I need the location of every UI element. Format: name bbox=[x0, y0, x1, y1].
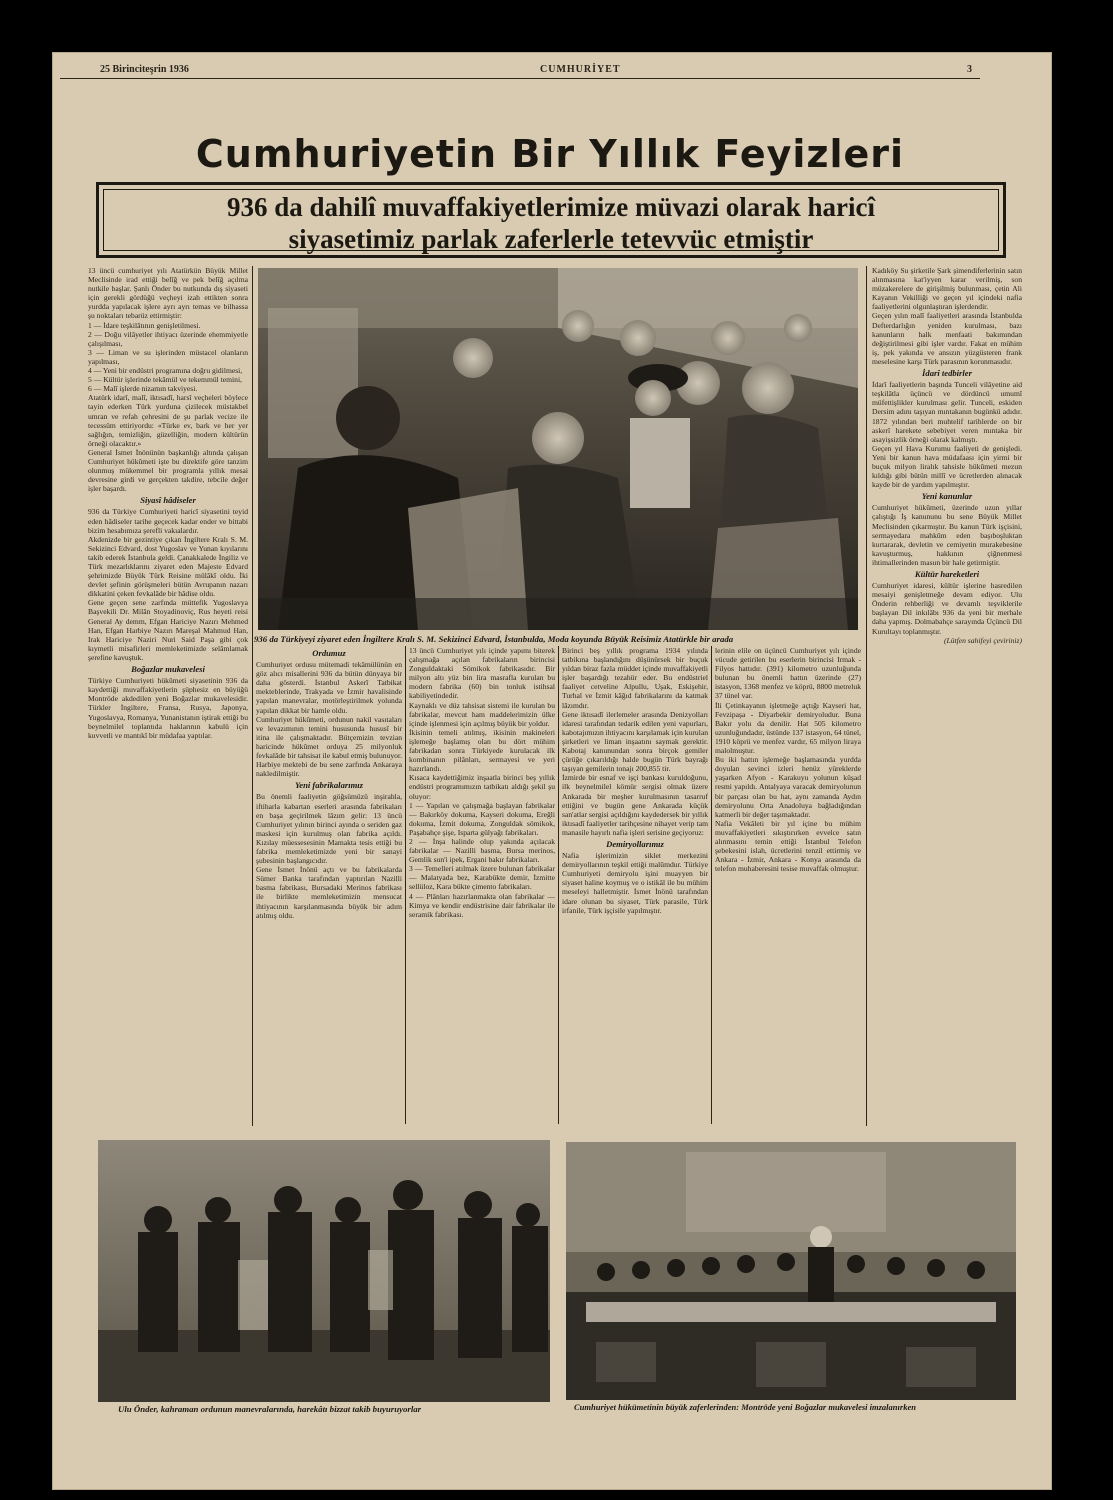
subheadline-line-1: 936 da dahilî muvaffakiyetlerimize müvazi olarak haricî bbox=[227, 192, 875, 222]
section-heading: Kültür hareketleri bbox=[914, 569, 980, 579]
top-photo-caption: 936 da Türkiyeyi ziyaret eden İngiltere Kralı S. M. Sekizinci Edvard, İstanbulda, Moda koyunda Büyük Reisimiz Atatürkle bir arada bbox=[254, 634, 734, 644]
subheadline-line-2: siyasetimiz parlak zaferlerle tetevvüc etmiştir bbox=[288, 224, 814, 254]
bottom-right-caption: Cumhuriyet hükümetinin büyük zaferlerinden: Montröde yeni Boğazlar mukavelesi imzalanırken bbox=[574, 1402, 916, 1412]
list-item: 5 — Kültür işlerinde tekâmül ve tekemmül temini, bbox=[88, 375, 242, 385]
list-item: 1 — İdare teşkilâtının genişletilmesi. bbox=[88, 320, 201, 330]
section-heading: Yeni kanunlar bbox=[921, 491, 973, 502]
photo-army-maneuvers bbox=[98, 1140, 550, 1402]
paragraph: İli Çetinkayanın işletmeğe açtığı Kayseri hat, Fevzipaşa - Diyarbekir demiryoludur. Buna Bakır yolu da denilir. Hat 505 kilometro uzunluğundadır, üstünde 137 istasyon, 64 tünel, 1910 köprü ve menfez vardır, 65 milyon liraya malolmuştur. bbox=[715, 700, 861, 756]
section-heading: Siyasî hâdiseler bbox=[140, 495, 196, 506]
paragraph: Türkiye Cumhuriyeti hükûmeti siyasetinin 936 da kaydettiği muvaffakiyetlerin şüphesiz en büyüğü Montröde akdedilen yeni Boğazlar mukavelesidir. Türkler İngiltere, Fransa, Rusya, Japonya, Yugoslavya, Romanya, Yunanistanın iştirak ettiği bu beynelmilel toplantıda haklarının kabulü için kuvvetli ve mantıkî bir müdafaa yaptılar. bbox=[88, 676, 248, 740]
paragraph: Gene geçen sene zarfında müttefik Yugoslavya Başvekili Dr. Milân Stoyadinoviç, Rus heyeti reisi General Ay demm, Efgan Hariciye Nazırı Mehmed Han, Efgan Harbiye Nazırı Mareşal Mahmud Han, Irak Hariciye Naziri Nuri Said Paşa gibi çok kıymetli misafirleri memleketimizde selâmlamak şerefine kavuştuk. bbox=[88, 598, 248, 662]
column-rule bbox=[866, 266, 867, 1126]
paragraph: 13 üncü cumhuriyet yılı Atatürkün Büyük Millet Meclisinde irad ettiği belîğ ve pek belîğ açılma nutkile başlar. Şanlı Önder bu nutkunda dış siyaseti için gerekli gördüğü veçheyi izah ettikten sonra yurdda yapılacak işlere ayrı ayrı temas ve bilhassa şu noktaları tebarüz ettirmiştir: bbox=[88, 266, 248, 321]
paragraph: Gene İsmet İnönü açtı ve bu fabrikalarda Sümer Banka tarafından yaptırılan Nazilli basma fabrikası, Bursadaki Merinos fabrikası ile birlikte memleketimizin mensucat ihtiyacının karşılanmasında büyük bir adım atılmış oldu. bbox=[256, 865, 402, 920]
section-heading: Demiryollarımız bbox=[606, 838, 664, 849]
issue-date: 25 Birinciteşrin 1936 bbox=[100, 64, 189, 75]
column-rule bbox=[252, 266, 253, 1126]
column-rule bbox=[711, 646, 712, 1124]
paragraph: Kadıköy Su şirketile Şark şimendiferlerinin satın alınmasına kat'iyyen karar verilmiş, son müzakerelere de girişilmiş bulunması, çetin Ali Kayanın Vekilliği ve geçen yıl içindeki nafia faaliyetlerini olgunlaştıran işlerdendir. bbox=[872, 266, 1022, 312]
paragraph: Bu önemli faaliyetin göğsümüzü inşirahla, iftiharla kabartan eserleri arasında fabrikaları en başa geçirilmek lâzım gelir: 13 üncü Cumhuriyet yılının birinci ayında o seriden gaz maskesi için kurulmuş olan fabrika açıldı. Kızılay müessesesinin Mamakta tesis ettiği bu fabrika memleketimizde yeni bir sanayi şubesinin başlangıcıdır. bbox=[256, 792, 402, 866]
paragraph: 13 üncü Cumhuriyet yılı içinde yapımı biterek çalışmağa açılan fabrikaların birincisi Zonguldaktaki Sömikok fabrikasıdır. Bir milyon altı yüz bin lira masrafla kurulan bu modern fabrika (60) bin tonluk istihsal kabiliyetindedir. bbox=[409, 646, 555, 701]
paragraph: lerinin elile on üçüncü Cumhuriyet yılı içinde vücude getirilen bu eserlerin birincisi Irmak - Filyos hattıdır. (391) kilometro uzunluğunda bulunan bu önemli hattın üzerinde (27) istasyon, 1368 menfez ve köprü, 8800 metreluk 37 tünel var. bbox=[715, 646, 861, 701]
bottom-left-caption: Ulu Önder, kahraman ordunun manevralarında, harekâtı bizzat takib buyuruyorlar bbox=[118, 1404, 422, 1414]
paper-name: CUMHURİYET bbox=[540, 64, 621, 75]
section-heading: Boğazlar mukavelesi bbox=[131, 664, 205, 675]
paragraph: İzmirde bir esnaf ve işçi bankası kuruldoğunu, ilk beynelmilel kömür sergisi olmak üzere Ankarada bir meşher kurulmasının tasarruf ettiğini ve bugün gene Ankarada küçük san'atlar sergisi açıldığını kaydedersek bir yıllık iktısadî faaliyetler tarihçesine nihayet verip tam manasile hayırlı nafia işleri serisine geçiyoruz: bbox=[562, 773, 708, 837]
paragraph: Nafia işlerimizin siklet merkezini demiryollarının teşkil ettiği malûmdur. Türkiye Cumhuriyeti demiryolu işini muayyen bir siyaset haline koymuş ve o istikâl ile bu mühim meseleyi halletmiştir. İsmet İnönü tarafından idare olunan bu siyaset, Türk parasile, Türk irfanile, Türk işçisile yapılmıştır. bbox=[562, 851, 708, 915]
column-3 bbox=[409, 646, 555, 1124]
list-item: 6 — Malî işlerde nizamın takviyesi. bbox=[88, 384, 198, 394]
paragraph: Cumhuriyet idaresi, kültür işlerine hasredilen mesaiyi genişletmeğe devam ediyor. Ulu Önderin rehberliği ve devamlı teşviklerile başlayan Dil inkılâbı 936 da yeni bir merhale daha yapmış. Dolmabahçe sarayında Üçüncü Dil Kurultayı toplanmıştır. bbox=[872, 581, 1022, 636]
list-item: 2 — Doğu vilâyetler ihtiyacı üzerinde ehemmiyetle çalışılması, bbox=[88, 329, 248, 348]
photo-illustration bbox=[566, 1142, 1016, 1400]
paragraph: Cumhuriyet hükûmeti, ordunun nakil vasıtaları ve levazımının temini hususunda hususî bir itina ile çalışmaktadır. Bütçemizin tevzian haricinde hükûmet orduya 25 milyonluk fevkalâde bir tahsisat ile kabul etmiş bulunuyor. Harbiye mektebi de bu sene zarfında Ankaraya nakledilmiştir. bbox=[256, 714, 402, 779]
photo-king-edward-ataturk bbox=[258, 268, 858, 630]
paragraph: Kaynaklı ve düz tahsisat sistemi ile kurulan bu fabrikalar, mevcut ham maddelerimizin ülke içinde işlenmesi için açılmış büyük bir yoldur. bbox=[409, 700, 555, 728]
paragraph: İkisinin temeli atılmış, ikisinin makineleri işlemeğe başlamış olan bu dört mühim fabrikadan sonra Türkiyede kurulacak ilk kombinanın pilânları, sermayesi ve yeri hazırlandı. bbox=[409, 727, 555, 774]
list-item: 4 — Yeni bir endüstri programına doğru gidilmesi, bbox=[88, 366, 243, 376]
section-heading: Yeni fabrikalarımız bbox=[294, 780, 364, 791]
paragraph: 936 da Türkiye Cumhuriyeti haricî siyasetini teyid eden hâdiseler tarihe geçecek kadar ender ve bittabi bizim hesabımıza şerefli vakıalardır. bbox=[88, 507, 248, 535]
paragraph: General İsmet İnönünün başkanlığı altında çalışan Cumhuriyet hükûmeti işte bu direktife göre tanzim olunmuş mükemmel bir programla yıllık mesai devresine girdi ve gerçekten takdire, tebcile değer işler başardı. bbox=[88, 447, 248, 494]
column-rule bbox=[405, 646, 406, 1124]
page-number: 3 bbox=[967, 64, 972, 75]
list-item: 1 — Yapılan ve çalışmağa başlayan fabrikalar — Bakırköy dokuma, Kayseri dokuma, Ereğli dokuma, İzmit dokuma, Zonguldak sömikok, Paşabahçe şişe, Isparta gülyağı fabrikaları. bbox=[409, 800, 555, 837]
list-item: 2 — İnşa halinde olup yakında açılacak fabrikalar — Nazilli basma, Bursa merinos, Gemlik sun'i ipek, Ergani bakır fabrikaları. bbox=[409, 836, 555, 865]
paragraph: Cumhuriyet hükûmeti, üzerinde uzun yıllar çalıştığı İş kanununu bu sene Büyük Millet Meclisinden çıkarmıştır. Bu kanun Türk işçisini, sermayedara mahkûm eden başıboşluktan kurtararak, devletin ve cemiyetin murakebesine kavuşturmuş, hakkının çiğnenmesi ihtimallerinden masun bir hale getirmiştir. bbox=[872, 503, 1022, 567]
photo-illustration bbox=[258, 268, 858, 630]
continued-note: (Lütfen sahifeyi çeviriniz) bbox=[943, 635, 1022, 645]
masthead bbox=[60, 62, 980, 79]
column-2 bbox=[256, 646, 402, 1124]
list-item: 4 — Plânları hazırlanmakta olan fabrikalar — Kimya ve kendir endüstrisine dair fabrikalar ile seramik fabrikası. bbox=[409, 891, 555, 919]
column-6 bbox=[872, 266, 1022, 1124]
subheadline-box bbox=[96, 182, 1006, 258]
paragraph: Atatürk idarî, malî, iktısadî, harsî veçheleri böylece tayin ederken Türk yurduna çizilecek müstakbel umran ve refah çehresini de şu parlak vecize ile tecessüm ettiriyordu: «Türke ev, bark ve her yer sağlığın, temizliğin, güzelliğin, modern kültürün örneği olacaktır.» bbox=[88, 393, 248, 448]
paragraph: Geçen yılın malî faaliyetleri arasında İstanbulda Defterdarlığın yeniden kurulması, bazı kanunların halk menfaati bakımından değiştirilmesi gibi işler vardır. Fakat en mühim iş, pek yakında ve ansızın yüzgüsteren frank meselesine karşı Türk parasının korunmasıdır. bbox=[872, 311, 1022, 366]
subheadline-inner-border bbox=[103, 189, 999, 251]
column-rule bbox=[558, 646, 559, 1124]
list-item: 3 — Liman ve su işlerinden müstacel olanların yapılması, bbox=[88, 347, 248, 366]
section-heading: İdarî tedbirler bbox=[922, 368, 972, 379]
paragraph: Nafia Vekâleti bir yıl içine bu mühim muvaffakiyetleri sıkıştırırken evvelce satın alınmasını temin ettiği İstanbul Telefon şebekesini islah, ücretlerini tenzil ettirmiş ve Ankara - İzmir, Ankara - Konya arasında da telefon muhaberesini tesise muvaffak olmuştur. bbox=[715, 818, 861, 874]
paragraph: Cumhuriyet ordusu mütemadi tekâmülünün en göz alıcı misallerini 936 da bütün dünyaya bir daha gösterdi. İstanbul Askerî Tatbikat mekteblerinde, Trakyada ve İzmir havalisinde yapılan manevralar, motörleştirilmek yolunda yapılan dikkat bir hamle oldu. bbox=[256, 660, 402, 715]
paragraph: Akdenizde bir gezintiye çıkan İngiltere Kralı S. M. Sekizinci Edvard, dost Yugoslav ve Yunan kıyılarını takib ederek İstanbula geldi. Çanakkalede İngiliz ve Türk mezarlıklarını ziyaret eden Majeste Edvard şehrimizde Büyük Türk Reisine mülâkî oldu. İki devlet şefinin görüşmeleri bütün Avrupanın nazarı dikkatini çeken fevkalâde bir hâdise oldu. bbox=[88, 534, 248, 599]
section-heading: Ordumuz bbox=[312, 648, 346, 658]
paragraph: İdarî faaliyetlerin başında Tunceli vilâyetine aid teşkilâtla üçüncü ve dördüncü umumî müfettişlikler kurulması gelir. Tunceli, eskiden Dersim adını taşıyan mıntakanın bugünkü adıdır. 1872 yılından beri muhtelif tarihlerde on bir askerî harekete sebebiyet veren mıntaka bir asayişsizlik örneği olarak kalmıştı. bbox=[872, 380, 1022, 444]
paragraph: Bu iki hattın işlemeğe başlamasında yurdda doyulan sevinci izleri henüz yüreklerde yaşarken Afyon - Karakuyu yolunun küşad resmi yapıldı. Antalyaya varacak demiryolunun bir parçası olan bu hat, aynı zamanda Aydın demiryolunu Orta Anadoluya bağladığından katmerli bir değer taşımaktadır. bbox=[715, 755, 861, 819]
paragraph: Geçen yıl Hava Kurumu faaliyeti de genişledi. Yeni bir kanun hava müdafaası için yirmi bir buçuk milyon liralık tahsisle hükûmeti mezun kıldığı gibi bütün millî ve ücretlerden alınacak kayde bir de yardım yapılmıştır. bbox=[872, 443, 1022, 490]
photo-illustration bbox=[98, 1140, 550, 1402]
photo-montreux-signing bbox=[566, 1142, 1016, 1400]
paragraph: Gene iktısadî ilerlemeler arasında Denizyolları idaresi tarafından tedarik edilen yeni vapurları, kabotajımızın ihtiyacını karşılamak için kurulan şirketleri ve liman inşaatını saymak gerektir. Kabotaj kanunundan sonra birçok gemiler çürüğe çıkarıldığı halde bugün Türk bayrağı taşıyan gemilerin tonajı 200,855 tir. bbox=[562, 709, 708, 774]
column-5 bbox=[715, 646, 861, 1124]
column-4 bbox=[562, 646, 708, 1124]
paragraph: Kısaca kaydettiğimiz inşaatla birinci beş yıllık endüstri programımızın tatbikatı aldığı şekil şu oluyor: bbox=[409, 773, 555, 801]
list-item: 3 — Temelleri atılmak üzere bulunan fabrikalar — Malatyada bez, Karabükte demir, İzmitte sellüloz, Kara bükte çimento fabrikaları. bbox=[409, 864, 555, 892]
paragraph: Birinci beş yıllık programa 1934 yılında tatbikına başlandığını düşünürsek bir buçuk yıldan biraz fazla müddet içinde muvaffakiyetli işler başardığı tezahür eder. Bu endüstriel faaliyet cetveline Alpullu, Uşak, Eskişehir, Turhal ve İzmit kâğıd fabrikalarını da katmak lâzımdır. bbox=[562, 646, 708, 710]
main-headline: Cumhuriyetin Bir Yıllık Feyizleri bbox=[195, 132, 905, 176]
